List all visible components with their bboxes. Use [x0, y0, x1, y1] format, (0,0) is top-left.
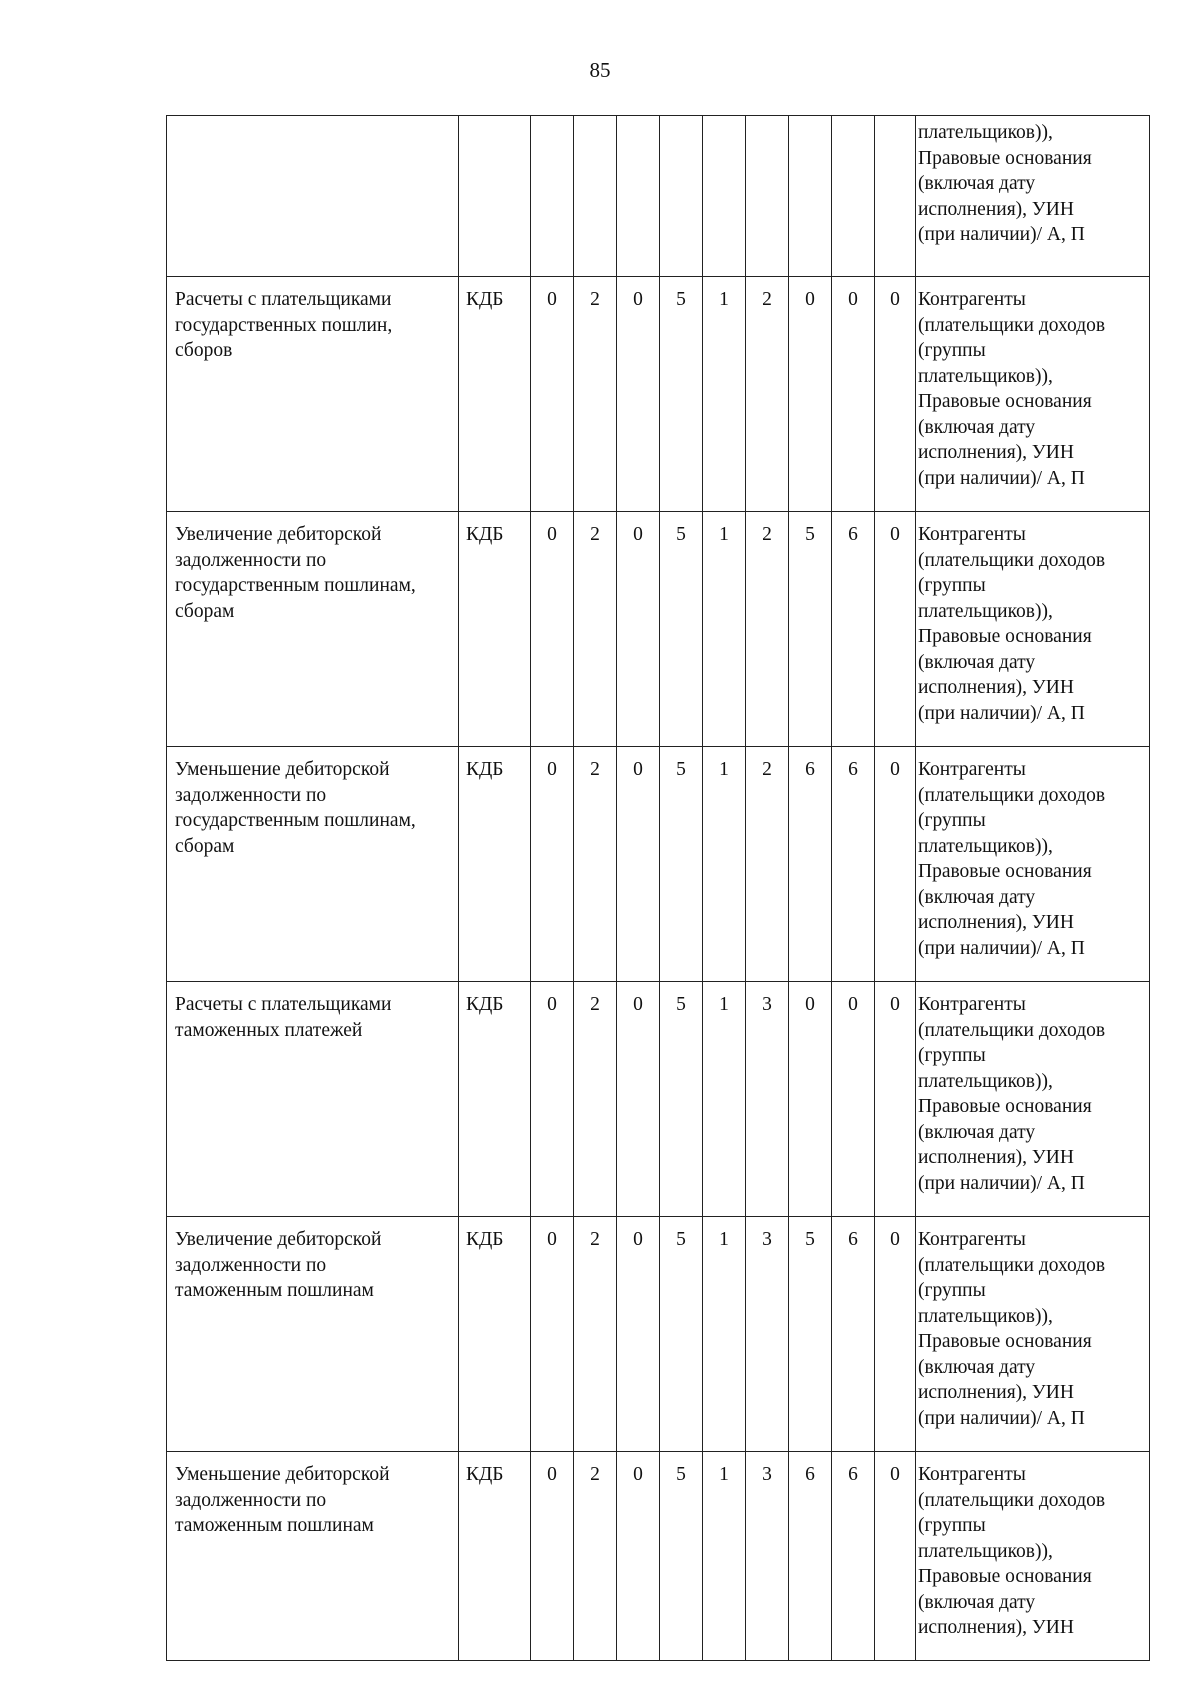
- account-name-cell: [167, 747, 459, 982]
- analytics-line: плательщиков)),: [918, 1305, 1053, 1327]
- account-digit-cell: 0: [875, 1217, 916, 1452]
- analytics-cell: [916, 277, 1150, 512]
- analytics-line: (группы: [918, 1280, 986, 1301]
- analytics-line: исполнения), УИН: [918, 1617, 1074, 1638]
- account-digit-cell: 6: [832, 1217, 875, 1452]
- account-code-cell: КДБ: [459, 1217, 531, 1452]
- analytics-line: плательщиков)),: [918, 365, 1053, 387]
- account-name-line: Расчеты с плательщиками: [175, 994, 392, 1015]
- analytics-line: (группы: [918, 1515, 986, 1536]
- account-code-cell: КДБ: [459, 512, 531, 747]
- analytics-line: исполнения), УИН: [918, 677, 1074, 698]
- account-name-cell: [167, 116, 459, 277]
- account-name-line: государственных пошлин,: [175, 314, 393, 336]
- account-digit-cell: 6: [789, 1452, 832, 1661]
- account-digit-cell: 5: [789, 512, 832, 747]
- account-digit-cell: 5: [789, 1217, 832, 1452]
- table-row: [167, 512, 1150, 747]
- account-name-line: государственным пошлинам,: [175, 810, 416, 831]
- account-code-cell: КДБ: [459, 747, 531, 982]
- account-digit-cell: 5: [660, 1217, 703, 1452]
- analytics-line: (включая дату: [918, 1356, 1036, 1378]
- analytics-cell: [916, 1217, 1150, 1452]
- analytics-line: Правовые основания: [918, 1096, 1092, 1117]
- table-row: [167, 982, 1150, 1217]
- analytics-line: Правовые основания: [918, 1331, 1092, 1352]
- account-digit-cell: 0: [531, 277, 574, 512]
- analytics-line: Правовые основания: [918, 1566, 1092, 1587]
- account-name-line: задолженности по: [175, 549, 327, 571]
- account-digit-cell: 3: [746, 982, 789, 1217]
- account-digit-cell: 5: [660, 982, 703, 1217]
- account-digit-cell: 0: [789, 982, 832, 1217]
- analytics-line: (плательщики доходов: [918, 1254, 1106, 1276]
- account-digit-cell: 1: [703, 1452, 746, 1661]
- account-digit-cell: 0: [617, 982, 660, 1217]
- analytics-line: (плательщики доходов: [918, 549, 1106, 571]
- account-name-line: Уменьшение дебиторской: [175, 1464, 390, 1485]
- analytics-line: (при наличии)/ А, П: [918, 937, 1085, 959]
- analytics-line: (плательщики доходов: [918, 314, 1106, 336]
- account-digit-cell: 6: [832, 747, 875, 982]
- account-digit-cell: 5: [660, 747, 703, 982]
- account-digit-cell: 0: [617, 747, 660, 982]
- analytics-line: (включая дату: [918, 1121, 1036, 1143]
- account-digit-cell: 0: [832, 277, 875, 512]
- analytics-line: (при наличии)/ А, П: [918, 224, 1085, 245]
- analytics-line: (включая дату: [918, 173, 1036, 194]
- account-digit-cell: 1: [703, 277, 746, 512]
- account-name-line: задолженности по: [175, 784, 327, 806]
- account-name-line: Увеличение дебиторской: [175, 524, 382, 545]
- account-digit-cell: 5: [660, 512, 703, 747]
- table-row: [167, 1217, 1150, 1452]
- account-name-line: таможенным пошлинам: [175, 1280, 374, 1301]
- account-digit-cell: 0: [617, 1217, 660, 1452]
- account-name-line: Уменьшение дебиторской: [175, 759, 390, 780]
- account-name-line: Увеличение дебиторской: [175, 1229, 382, 1250]
- account-digit-cell: [574, 116, 617, 277]
- account-digit-cell: 0: [875, 1452, 916, 1661]
- account-digit-cell: 0: [531, 1452, 574, 1661]
- analytics-line: (при наличии)/ А, П: [918, 702, 1085, 724]
- analytics-line: Правовые основания: [918, 626, 1092, 647]
- account-digit-cell: [746, 116, 789, 277]
- account-name-line: Расчеты с плательщиками: [175, 289, 392, 310]
- analytics-line: (группы: [918, 340, 986, 361]
- account-code-cell: [459, 116, 531, 277]
- account-digit-cell: [832, 116, 875, 277]
- account-digit-cell: [789, 116, 832, 277]
- account-digit-cell: 0: [617, 512, 660, 747]
- account-digit-cell: 5: [660, 277, 703, 512]
- account-digit-cell: 0: [617, 1452, 660, 1661]
- account-digit-cell: [660, 116, 703, 277]
- account-digit-cell: 2: [574, 512, 617, 747]
- account-digit-cell: 0: [531, 982, 574, 1217]
- analytics-line: Контрагенты: [918, 994, 1026, 1015]
- account-name-line: таможенных платежей: [175, 1019, 363, 1041]
- account-digit-cell: 2: [746, 277, 789, 512]
- analytics-cell: [916, 1452, 1150, 1661]
- analytics-line: Контрагенты: [918, 1464, 1026, 1485]
- account-name-cell: [167, 982, 459, 1217]
- account-digit-cell: 6: [789, 747, 832, 982]
- account-name-line: государственным пошлинам,: [175, 575, 416, 596]
- analytics-cell: [916, 747, 1150, 982]
- analytics-line: (включая дату: [918, 651, 1036, 673]
- account-digit-cell: 2: [574, 1452, 617, 1661]
- analytics-line: (включая дату: [918, 416, 1036, 438]
- account-digit-cell: 0: [875, 512, 916, 747]
- account-digit-cell: 1: [703, 747, 746, 982]
- analytics-cell: [916, 512, 1150, 747]
- analytics-line: исполнения), УИН: [918, 442, 1074, 463]
- analytics-line: (включая дату: [918, 886, 1036, 908]
- account-name-line: сборов: [175, 340, 233, 361]
- analytics-line: (при наличии)/ А, П: [918, 467, 1085, 489]
- account-name-line: сборам: [175, 835, 235, 857]
- table-row: [167, 747, 1150, 982]
- page-number: 85: [589, 58, 611, 82]
- account-name-line: задолженности по: [175, 1489, 327, 1511]
- account-digit-cell: [531, 116, 574, 277]
- analytics-line: исполнения), УИН: [918, 912, 1074, 933]
- analytics-line: плательщиков)),: [918, 835, 1053, 857]
- analytics-line: Правовые основания: [918, 391, 1092, 412]
- analytics-line: Правовые основания: [918, 861, 1092, 882]
- table-row: [167, 116, 1150, 277]
- account-digit-cell: 3: [746, 1452, 789, 1661]
- account-digit-cell: 2: [746, 512, 789, 747]
- analytics-line: Контрагенты: [918, 524, 1026, 545]
- account-digit-cell: [875, 116, 916, 277]
- analytics-line: (группы: [918, 1045, 986, 1066]
- account-digit-cell: 0: [617, 277, 660, 512]
- account-digit-cell: 2: [574, 747, 617, 982]
- account-name-line: сборам: [175, 600, 235, 622]
- analytics-cell: [916, 982, 1150, 1217]
- account-digit-cell: 2: [574, 277, 617, 512]
- analytics-line: (плательщики доходов: [918, 784, 1106, 806]
- account-digit-cell: 1: [703, 982, 746, 1217]
- account-digit-cell: 5: [660, 1452, 703, 1661]
- account-name-line: таможенным пошлинам: [175, 1515, 374, 1536]
- analytics-line: плательщиков)),: [918, 600, 1053, 622]
- analytics-line: плательщиков)),: [918, 1070, 1053, 1092]
- analytics-line: Контрагенты: [918, 1229, 1026, 1250]
- analytics-line: Правовые основания: [918, 147, 1092, 169]
- accounts-table: [166, 115, 1150, 1661]
- account-digit-cell: 1: [703, 1217, 746, 1452]
- analytics-line: (плательщики доходов: [918, 1019, 1106, 1041]
- account-digit-cell: 0: [875, 747, 916, 982]
- account-name-cell: [167, 512, 459, 747]
- account-digit-cell: 0: [789, 277, 832, 512]
- analytics-line: Контрагенты: [918, 759, 1026, 780]
- analytics-cell: [916, 116, 1150, 277]
- analytics-line: (включая дату: [918, 1591, 1036, 1613]
- table-row: [167, 277, 1150, 512]
- analytics-line: плательщиков)),: [918, 122, 1053, 143]
- account-digit-cell: 0: [875, 277, 916, 512]
- account-digit-cell: [617, 116, 660, 277]
- analytics-line: (группы: [918, 810, 986, 831]
- analytics-line: Контрагенты: [918, 289, 1026, 310]
- account-name-cell: [167, 1217, 459, 1452]
- account-name-cell: [167, 277, 459, 512]
- account-name-cell: [167, 1452, 459, 1661]
- analytics-line: (при наличии)/ А, П: [918, 1172, 1085, 1194]
- analytics-line: (плательщики доходов: [918, 1489, 1106, 1511]
- account-code-cell: КДБ: [459, 277, 531, 512]
- account-digit-cell: 0: [531, 747, 574, 982]
- account-code-cell: КДБ: [459, 1452, 531, 1661]
- account-digit-cell: 0: [832, 982, 875, 1217]
- account-digit-cell: [703, 116, 746, 277]
- account-digit-cell: 2: [574, 1217, 617, 1452]
- analytics-line: исполнения), УИН: [918, 1382, 1074, 1403]
- account-code-cell: КДБ: [459, 982, 531, 1217]
- account-digit-cell: 0: [875, 982, 916, 1217]
- account-digit-cell: 2: [746, 747, 789, 982]
- analytics-line: исполнения), УИН: [918, 1147, 1074, 1168]
- account-digit-cell: 1: [703, 512, 746, 747]
- account-digit-cell: 3: [746, 1217, 789, 1452]
- analytics-line: плательщиков)),: [918, 1540, 1053, 1562]
- account-digit-cell: 6: [832, 1452, 875, 1661]
- account-name-line: задолженности по: [175, 1254, 327, 1276]
- table-row: [167, 1452, 1150, 1661]
- account-digit-cell: 0: [531, 1217, 574, 1452]
- account-digit-cell: 6: [832, 512, 875, 747]
- analytics-line: (при наличии)/ А, П: [918, 1407, 1085, 1429]
- account-digit-cell: 2: [574, 982, 617, 1217]
- analytics-line: исполнения), УИН: [918, 198, 1074, 220]
- account-digit-cell: 0: [531, 512, 574, 747]
- analytics-line: (группы: [918, 575, 986, 596]
